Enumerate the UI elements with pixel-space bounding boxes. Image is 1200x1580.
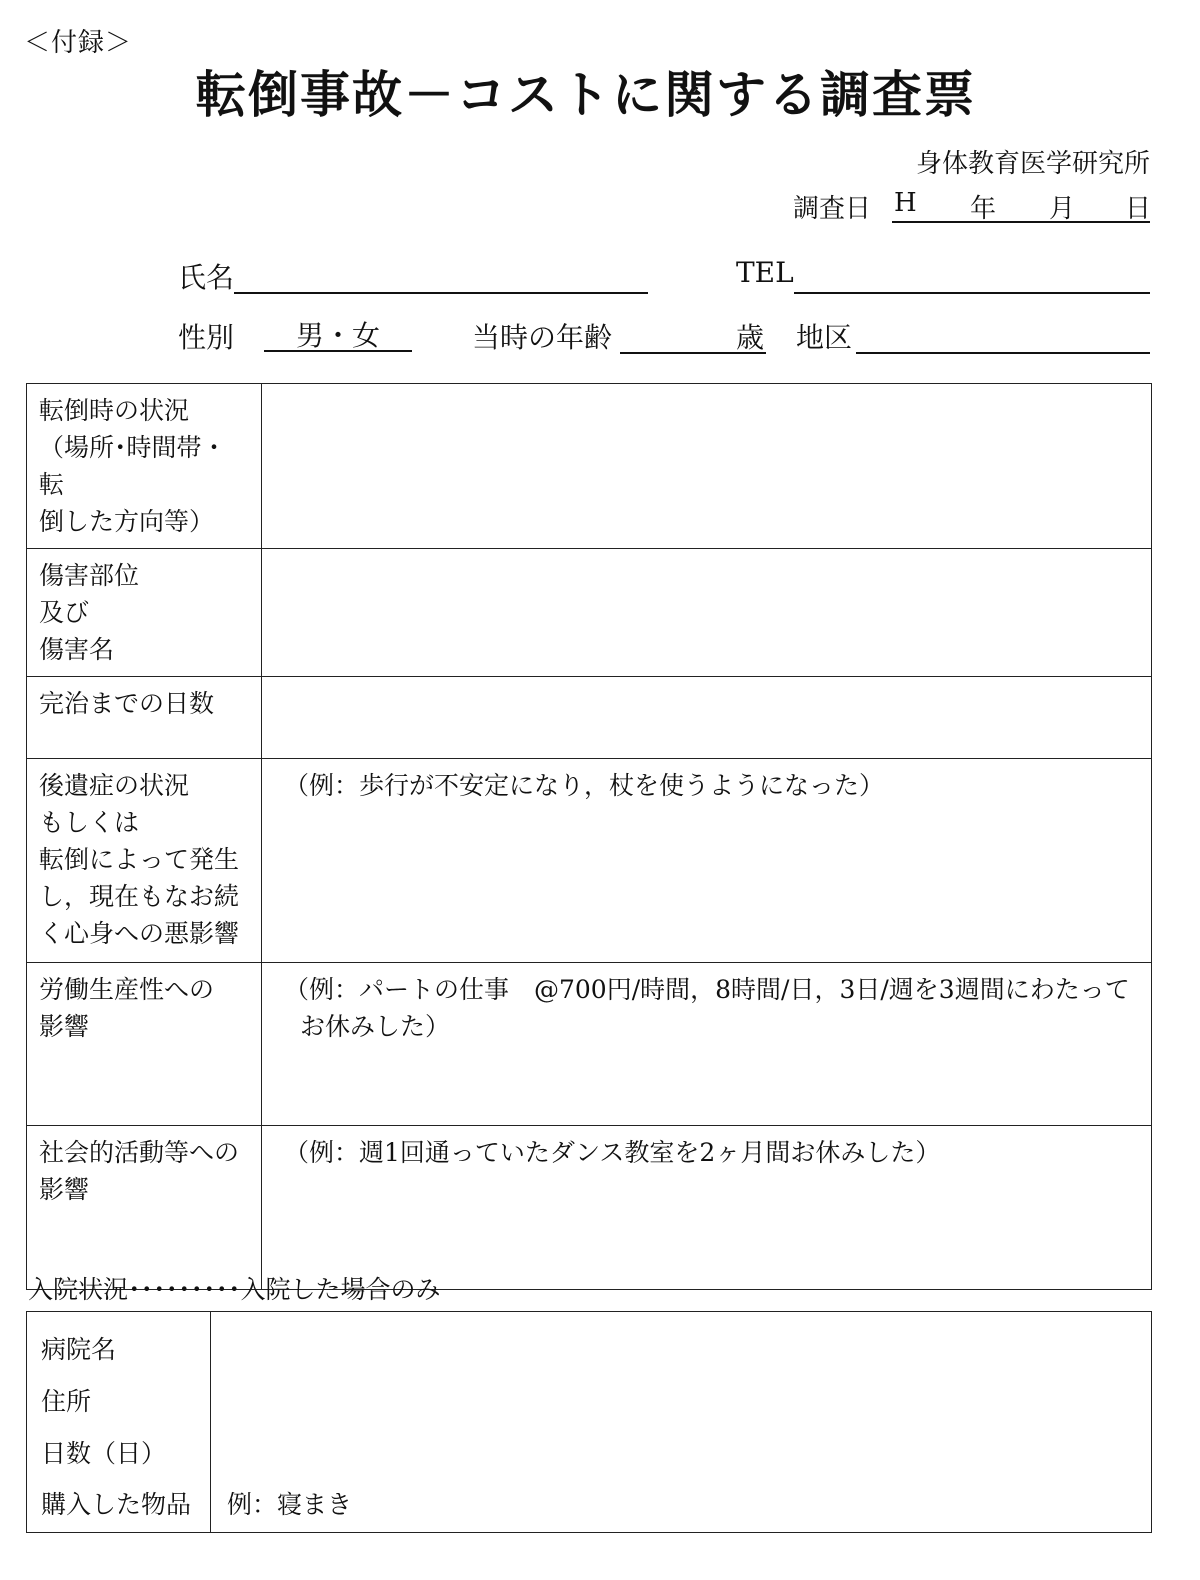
date-day-unit: 日 (1125, 194, 1152, 224)
name-field[interactable] (234, 266, 648, 294)
tel-label: TEL (736, 256, 794, 289)
recovery-days-field[interactable] (262, 677, 1152, 759)
table-row (27, 549, 1152, 677)
date-month-unit: 月 (1049, 194, 1076, 224)
date-era: H (894, 188, 917, 218)
row-label-productivity: 労働生産性への 影響 (27, 963, 262, 1126)
table-row (27, 677, 1152, 759)
sex-label: 性別 (178, 321, 235, 354)
productivity-example-cont: お休みした） (300, 1012, 451, 1041)
purchased-items-label: 購入した物品 (41, 1490, 192, 1519)
page-title: 転倒事故－コストに関する調査票 (196, 66, 976, 124)
hospital-name-label: 病院名 (41, 1335, 117, 1364)
date-year-unit: 年 (970, 194, 997, 224)
sex-choice[interactable]: 男・女 (264, 314, 412, 352)
incident-table (26, 383, 1152, 1290)
appendix-label: ＜付録＞ (24, 28, 133, 58)
institute-name: 身体教育医学研究所 (915, 149, 1150, 179)
hospital-divider (210, 1312, 211, 1532)
region-label: 地区 (796, 321, 853, 354)
hospital-address-label: 住所 (41, 1387, 92, 1416)
survey-date-field[interactable] (892, 188, 1150, 223)
table-row (27, 963, 1152, 1126)
table-row (27, 759, 1152, 963)
row-label-fall-situation: 転倒時の状況 （場所･時間帯・転 倒した方向等） (27, 384, 262, 549)
table-row (27, 384, 1152, 549)
region-field[interactable] (856, 326, 1150, 354)
row-label-aftereffects: 後遺症の状況 もしくは 転倒によって発生 し，現在もなお続 く心身への悪影響 (27, 759, 262, 963)
survey-date-label: 調査日 (793, 194, 872, 224)
hospital-box (26, 1311, 1152, 1533)
row-label-recovery-days: 完治までの日数 (27, 677, 262, 759)
social-activity-field[interactable]: （例：週1回通っていたダンス教室を2ヶ月間お休みした） (262, 1126, 1152, 1290)
row-label-social-activity: 社会的活動等への 影響 (27, 1126, 262, 1290)
tel-field[interactable] (794, 266, 1150, 294)
table-row (27, 1126, 1152, 1290)
age-unit: 歳 (736, 321, 765, 354)
productivity-example: （例：パートの仕事 @700円/時間，8時間/日，3日/週を3週間にわたって (284, 975, 1130, 1004)
age-label: 当時の年齢 (472, 321, 613, 354)
row-label-injury: 傷害部位 及び 傷害名 (27, 549, 262, 677)
productivity-field[interactable] (262, 963, 1152, 1126)
hospital-section-heading: 入院状況･････････入院した場合のみ (28, 1275, 441, 1304)
injury-field[interactable] (262, 549, 1152, 677)
name-label: 氏名 (178, 261, 235, 294)
aftereffects-field[interactable]: （例：歩行が不安定になり，杖を使うようになった） (262, 759, 1152, 963)
fall-situation-field[interactable] (262, 384, 1152, 549)
purchased-items-example[interactable]: 例：寝まき (227, 1490, 353, 1519)
hospital-days-label: 日数（日） (41, 1439, 167, 1468)
